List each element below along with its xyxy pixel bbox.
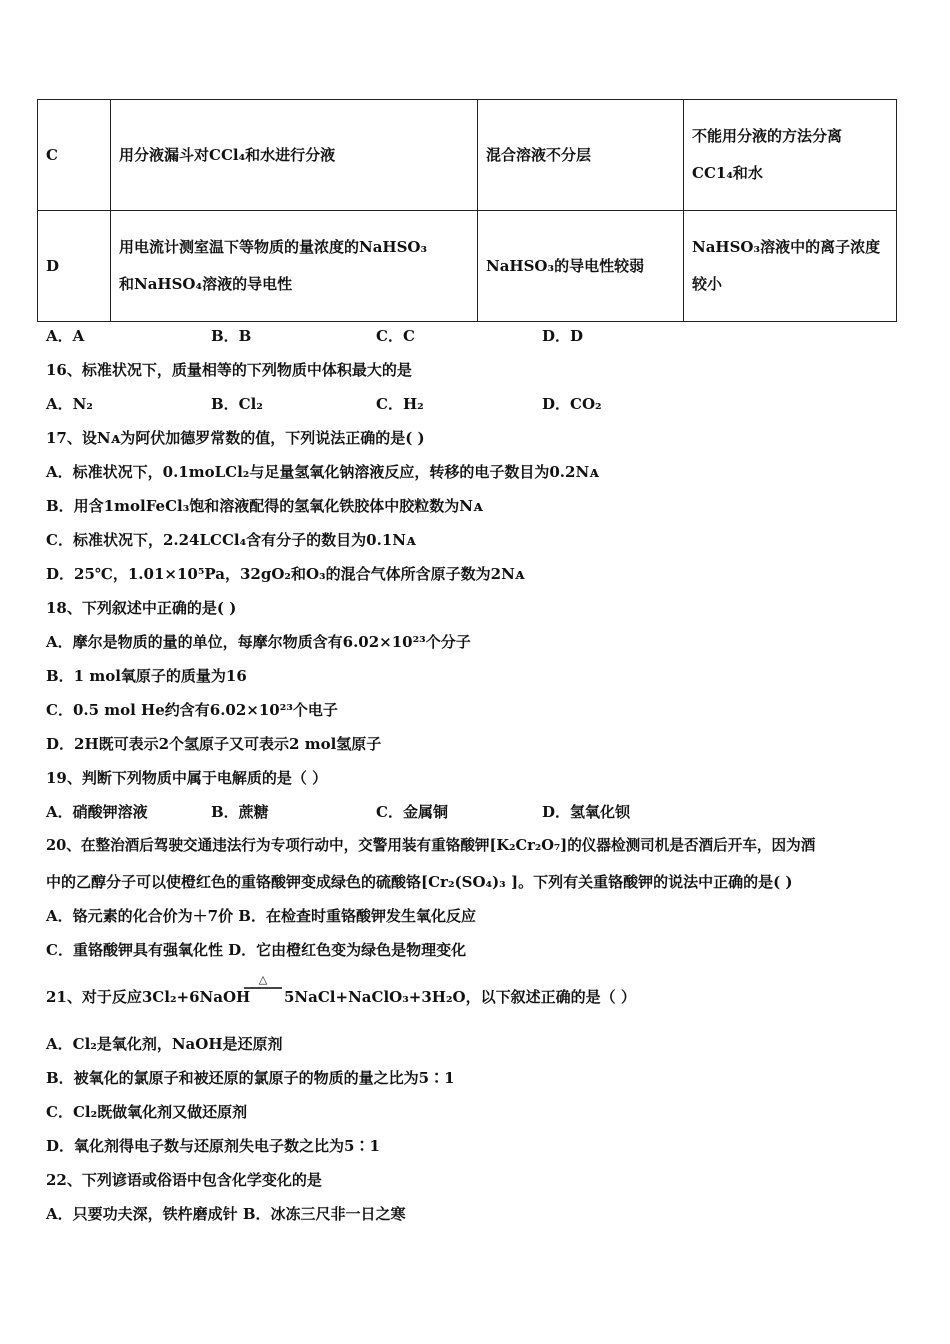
q21-option-b: B．被氧化的氯原子和被还原的氯原子的物质的量之比为5∶1: [46, 1069, 455, 1087]
q22-options-ab: A．只要功夫深，铁杵磨成针 B．冰冻三尺非一日之寒: [46, 1205, 406, 1223]
q20-stem-line2: 中的乙醇分子可以使橙红色的重铬酸钾变成绿色的硫酸铬[Cr₂(SO₄)₃ ]。下列有关重铬酸钾的说法中正确的是( ): [46, 873, 793, 891]
q17-option-d: D．25℃，1.01×10⁵Pa，32gO₂和O₃的混合气体所含原子数为2Nᴀ: [46, 565, 525, 583]
q21-option-c: C．Cl₂既做氧化剂又做还原剂: [46, 1103, 248, 1121]
q18-option-b: B．1 mol氧原子的质量为16: [46, 667, 247, 685]
q22-stem: 22、下列谚语或俗语中包含化学变化的是: [46, 1171, 322, 1189]
phenomenon-cell: 混合溶液不分层: [478, 100, 684, 211]
operation-cell: 用电流计测室温下等物质的量浓度的NaHSO₃ 和NaHSO₄溶液的导电性: [111, 211, 478, 322]
table-row: [38, 100, 897, 211]
q18-stem: 18、下列叙述中正确的是( ): [46, 599, 237, 617]
q17-stem: 17、设Nᴀ为阿伏加德罗常数的值，下列说法正确的是( ): [46, 429, 425, 447]
operation-cell: 用分液漏斗对CCl₄和水进行分液: [111, 100, 478, 211]
q19-stem: 19、判断下列物质中属于电解质的是（ ）: [46, 769, 328, 787]
q17-option-b: B．用含1molFeCl₃饱和溶液配得的氢氧化铁胶体中胶粒数为Nᴀ: [46, 497, 483, 515]
row-label: D: [38, 211, 111, 322]
conclusion-cell: 不能用分液的方法分离 CC1₄和水: [684, 100, 897, 211]
answer-table: [37, 99, 897, 322]
q21-stem-left: 21、对于反应3Cl₂+6NaOH: [46, 988, 251, 1006]
reaction-condition: [244, 974, 282, 994]
q20-stem-line1: 20、在整治酒后驾驶交通违法行为专项行动中，交警用装有重铬酸钾[K₂Cr₂O₇]的仪器检测司机是否酒后开车，因为酒: [46, 837, 816, 854]
q17-option-c: C．标准状况下，2.24LCCl₄含有分子的数目为0.1Nᴀ: [46, 531, 416, 549]
q16-stem: 16、标准状况下，质量相等的下列物质中体积最大的是: [46, 361, 412, 379]
q20-options-cd: C．重铬酸钾具有强氧化性 D．它由橙红色变为绿色是物理变化: [46, 941, 467, 959]
q17-option-a: A．标准状况下，0.1moLCl₂与足量氢氧化钠溶液反应，转移的电子数目为0.2Nᴀ: [46, 463, 599, 481]
q21-option-a: A．Cl₂是氧化剂，NaOH是还原剂: [46, 1035, 283, 1053]
q20-options-ab: A．铬元素的化合价为＋7价 B．在检查时重铬酸钾发生氧化反应: [46, 907, 476, 925]
q18-option-c: C．0.5 mol He约含有6.02×10²³个电子: [46, 701, 338, 719]
q21-stem-right: 5NaCl+NaClO₃+3H₂O，以下叙述正确的是（ ）: [284, 988, 636, 1006]
heat-symbol: △: [258, 973, 268, 986]
phenomenon-cell: NaHSO₃的导电性较弱: [478, 211, 684, 322]
row-label: C: [38, 100, 111, 211]
table-row: [38, 211, 897, 322]
q21-option-d: D．氧化剂得电子数与还原剂失电子数之比为5∶1: [46, 1137, 380, 1155]
conclusion-cell: NaHSO₃溶液中的离子浓度 较小: [684, 211, 897, 322]
reaction-arrow-line: [244, 987, 282, 989]
q18-option-d: D．2H既可表示2个氢原子又可表示2 mol氢原子: [46, 735, 382, 753]
q18-option-a: A．摩尔是物质的量的单位，每摩尔物质含有6.02×10²³个分子: [46, 633, 471, 651]
